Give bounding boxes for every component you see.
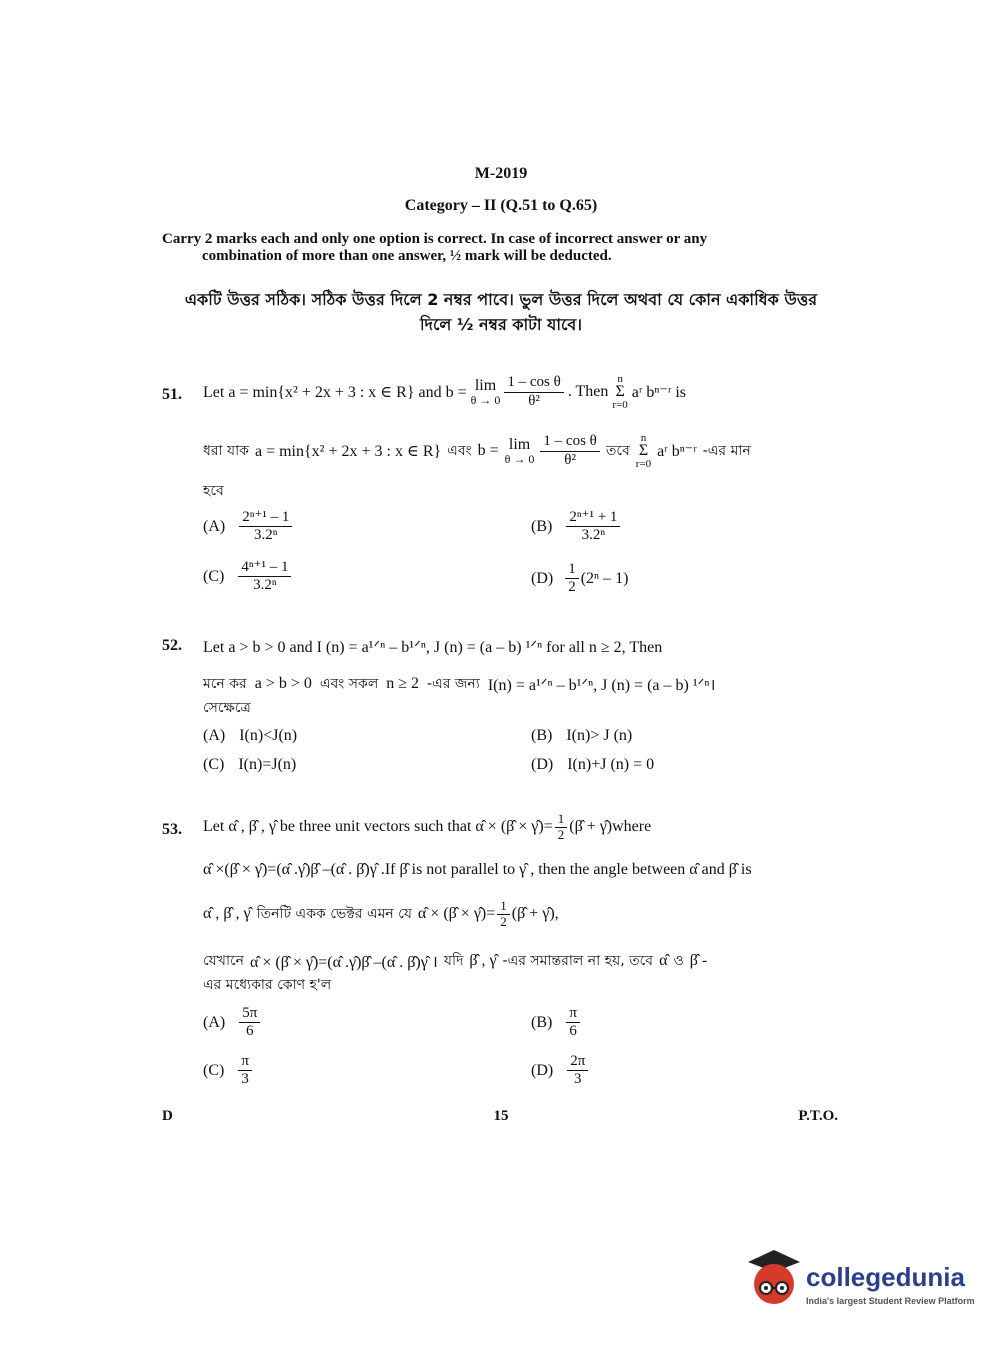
option-a[interactable] (203, 509, 292, 545)
option-numerator: 2ⁿ⁺¹ – 1 (239, 509, 292, 527)
option-fraction (566, 1005, 580, 1041)
option-denominator: 3.2ⁿ (254, 527, 278, 544)
question-52-bengali (203, 672, 716, 696)
option-numerator: π (566, 1005, 580, 1023)
q53-bn-j: α̂ (659, 952, 668, 969)
fraction-denominator: 2 (557, 826, 565, 842)
option-numerator: 5π (239, 1005, 260, 1023)
question-51-bengali (203, 433, 751, 469)
option-fraction (567, 1053, 588, 1089)
option-b[interactable] (531, 727, 632, 745)
fraction-numerator: 1 – cos θ (504, 374, 563, 392)
option-label: (D) (531, 1061, 554, 1079)
exam-code: M-2019 (474, 165, 528, 182)
mascot-icon (744, 1248, 802, 1312)
category-title: Category – II (Q.51 to Q.65) (404, 197, 598, 214)
limit-expression-bn (505, 436, 535, 467)
instruction-english (162, 231, 842, 265)
option-denominator: 6 (569, 1023, 577, 1040)
q53-bn-f: α̂ × (β̂ × γ̂)=(α̂ .γ̂)β̂ –(α̂ . β̂)γ̂ । (249, 954, 438, 971)
option-d[interactable] (531, 1053, 588, 1089)
option-text: I(n)> J (n) (566, 727, 633, 744)
sum-lower: r=0 (612, 398, 628, 411)
summation-symbol (612, 374, 627, 410)
sum-upper-bn: n (640, 432, 647, 444)
sum-lower-bn: r=0 (635, 457, 652, 470)
question-53-bengali-line2 (203, 949, 707, 973)
question-number: 52. (162, 637, 182, 654)
brand-name: collegedunia (806, 1262, 965, 1292)
q51-bn-c: এবং (447, 443, 472, 460)
q53-bn-e: যেখানে (203, 953, 244, 969)
option-fraction (239, 1005, 260, 1041)
option-c[interactable] (203, 1053, 252, 1089)
question-number: 51. (162, 386, 182, 403)
option-denominator: 6 (246, 1023, 254, 1040)
q52-bn-e: -এর জন্য (427, 676, 480, 692)
q51-bn-g: -এর মান (702, 443, 751, 460)
option-d[interactable] (531, 756, 654, 774)
q52-bn-d: n ≥ 2 (386, 675, 420, 692)
option-label: (B) (531, 1013, 553, 1031)
q53-bn-l: β̂ - (689, 952, 708, 969)
option-tail: (2ⁿ – 1) (580, 569, 629, 587)
instruction-en-line1: Carry 2 marks each and only one option is correct. In case of incorrect answer or any (162, 231, 708, 247)
limit-fraction-bn (540, 433, 599, 469)
summation-symbol-bn (636, 433, 651, 469)
option-denominator: 3 (574, 1071, 582, 1088)
option-label: (A) (203, 517, 226, 535)
fraction-numerator: 1 (555, 812, 568, 828)
option-a[interactable] (203, 1005, 260, 1041)
option-fraction (239, 509, 292, 545)
page-number: 15 (493, 1108, 509, 1124)
option-label: (B) (531, 727, 553, 744)
option-fraction (565, 561, 579, 597)
question-51-text (203, 374, 686, 410)
q52-bn-a: মনে কর (203, 676, 247, 692)
footer-pto: P.T.O. (798, 1108, 838, 1124)
fraction-numerator-bn: 1 – cos θ (540, 433, 599, 451)
question-53-text-line2: α̂ ×(β̂ × γ̂)=(α̂ .γ̂)β̂ –(α̂ . β̂)γ̂ .If β̂ is not parallel to γ̂ , then the angle between α̂ and β̂ is (203, 861, 752, 878)
lim-label: lim (474, 376, 497, 394)
question-51-bengali-line2: হবে (203, 483, 224, 499)
q52-bn-f: I(n) = a¹ᐟⁿ – b¹ᐟⁿ, J (n) = (a – b) ¹ᐟⁿ। (487, 677, 716, 694)
option-text: I(n)+J (n) = 0 (567, 756, 655, 773)
option-denominator: 3.2ⁿ (581, 527, 606, 544)
option-a[interactable] (203, 727, 297, 745)
q53-bn-a: α̂ , β̂ , γ̂ (203, 905, 251, 923)
option-label: (D) (531, 756, 554, 773)
q53-bn-b: তিনটি একক ভেক্টর এমন যে (256, 906, 412, 923)
limit-fraction (504, 374, 563, 410)
sigma-icon-bn: Σ (638, 442, 649, 460)
brand-tagline: India's largest Student Review Platform (806, 1296, 975, 1306)
q51-bn-b: a = min{x² + 2x + 3 : x ∈ R} (254, 443, 442, 461)
option-denominator: 2 (568, 579, 576, 596)
q53-bn-h: β̂ , γ̂ (469, 952, 497, 969)
q51-text-c: aʳ bⁿ⁻ʳ is (631, 384, 686, 402)
option-text: I(n)<J(n) (239, 727, 298, 744)
fraction-denominator-bn: θ² (564, 451, 576, 468)
q53-bn-i: -এর সমান্তরাল না হয়, তবে (502, 953, 654, 969)
question-number: 53. (162, 821, 182, 838)
option-numerator: π (238, 1053, 252, 1071)
q53-bn-g: যদি (443, 953, 464, 969)
option-label: (A) (203, 727, 226, 744)
fraction-denominator: θ² (528, 392, 540, 409)
option-label: (C) (203, 1061, 225, 1079)
half-fraction (555, 812, 568, 843)
option-label: (C) (203, 567, 225, 585)
q51-bn-d: b = (477, 442, 499, 460)
q53-text-b: (β̂ + γ̂)where (569, 818, 652, 836)
option-numerator: 1 (565, 561, 579, 579)
lim-subscript: θ → 0 (470, 393, 501, 408)
option-label: (A) (203, 1013, 226, 1031)
question-52-text: Let a > b > 0 and I (n) = a¹ᐟⁿ – b¹ᐟⁿ, J (n) = (a – b) ¹ᐟⁿ for all n ≥ 2, Then (203, 639, 663, 656)
question-53-text (203, 812, 651, 843)
q53-bn-d: (β̂ + γ̂), (511, 905, 559, 923)
collegedunia-watermark[interactable] (744, 1248, 974, 1318)
option-c[interactable] (203, 559, 291, 595)
q53-text-a: Let α̂ , β̂ , γ̂ be three unit vectors such that α̂ × (β̂ × γ̂)= (203, 818, 553, 836)
option-text: I(n)=J(n) (238, 756, 297, 773)
question-53-bengali (203, 899, 559, 930)
sigma-icon: Σ (615, 383, 625, 401)
q52-bn-b: a > b > 0 (254, 675, 312, 692)
sum-upper: n (617, 373, 623, 385)
option-numerator: 2π (567, 1053, 588, 1071)
question-52-bengali-line2: সেক্ষেত্রে (203, 700, 251, 716)
option-b[interactable] (531, 509, 620, 545)
option-fraction (238, 1053, 252, 1089)
q52-bn-c: এবং সকল (319, 676, 379, 692)
instruction-bengali-line2: দিলে ½ নম্বর কাটা যাবে। (419, 315, 583, 334)
footer-set-code: D (162, 1108, 173, 1124)
option-label: (D) (531, 569, 554, 587)
q51-text-b: . Then (567, 383, 609, 401)
option-b[interactable] (531, 1005, 580, 1041)
lim-label-bn: lim (508, 435, 531, 453)
instruction-bengali-line1: একটি উত্তর সঠিক। সঠিক উত্তর দিলে 2 নম্বর পাবে। ভুল উত্তর দিলে অথবা যে কোন একাধিক উত্তর (184, 290, 818, 309)
option-label: (B) (531, 517, 553, 535)
q53-bn-k: ও (673, 953, 684, 969)
option-denominator: 3.2ⁿ (253, 577, 277, 594)
q51-bn-e: তবে (605, 443, 630, 460)
half-fraction-bn (497, 899, 510, 930)
option-d[interactable] (531, 561, 628, 597)
instruction-en-line2: combination of more than one answer, ½ mark will be deducted. (202, 248, 612, 264)
option-fraction (238, 559, 291, 595)
option-numerator: 4ⁿ⁺¹ – 1 (238, 559, 291, 577)
lim-subscript-bn: θ → 0 (504, 452, 535, 467)
option-c[interactable] (203, 756, 296, 774)
q51-bn-a: ধরা যাক (203, 443, 249, 460)
option-denominator: 3 (241, 1071, 249, 1088)
limit-expression (471, 377, 501, 408)
fraction-denominator-bn: 2 (500, 913, 507, 929)
option-numerator: 2ⁿ⁺¹ + 1 (566, 509, 620, 527)
fraction-numerator-bn: 1 (497, 899, 510, 915)
q51-text-a: Let a = min{x² + 2x + 3 : x ∈ R} and b = (203, 384, 467, 402)
question-53-bengali-line3: এর মধ্যেকার কোণ হ'ল (203, 977, 332, 993)
option-fraction (566, 509, 620, 545)
q51-bn-f: aʳ bⁿ⁻ʳ (657, 443, 697, 461)
q53-bn-c: α̂ × (β̂ × γ̂)= (417, 905, 496, 923)
option-label: (C) (203, 756, 225, 773)
